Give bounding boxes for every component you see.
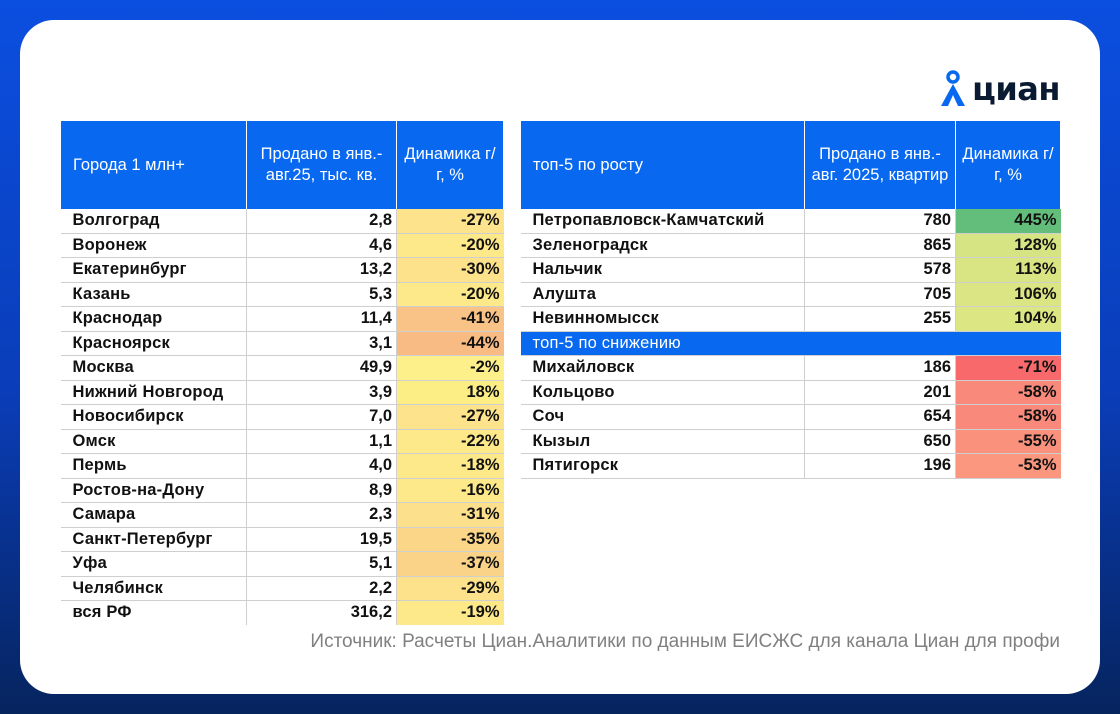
dynamics-value: 445% (956, 209, 1061, 233)
table-row (61, 233, 504, 258)
sold-value: 7,0 (247, 405, 397, 430)
dynamics-value: -37% (397, 552, 504, 577)
city-name: Кольцово (521, 380, 805, 405)
table-header-row (521, 121, 1061, 210)
table-row (61, 258, 504, 283)
header-top-growth: топ-5 по росту (521, 121, 805, 210)
city-name: Воронеж (61, 233, 247, 258)
source-note: Источник: Расчеты Циан.Аналитики по данным ЕИСЖС для канала Циан для профи (310, 631, 1060, 652)
table-row (521, 307, 1061, 332)
table-row (61, 503, 504, 528)
city-name: Соч (521, 405, 805, 430)
section-filler (956, 331, 1061, 356)
section-title-decline: топ-5 по снижению (521, 331, 805, 356)
header-cities: Города 1 млн+ (61, 121, 247, 210)
dynamics-value: -2% (397, 356, 504, 381)
city-name: Екатеринбург (61, 258, 247, 283)
dynamics-value: -16% (397, 478, 504, 503)
dynamics-value: -71% (956, 356, 1061, 381)
dynamics-value: -44% (397, 331, 504, 356)
sold-value: 4,6 (247, 233, 397, 258)
city-name: Омск (61, 429, 247, 454)
table-row (61, 552, 504, 577)
report-card (20, 20, 1100, 694)
city-name: Волгоград (61, 209, 247, 233)
sold-value: 3,9 (247, 380, 397, 405)
location-pin-icon (938, 70, 968, 108)
sold-value: 196 (805, 454, 956, 479)
city-name: Пятигорск (521, 454, 805, 479)
sold-value: 865 (805, 233, 956, 258)
sold-value: 2,2 (247, 576, 397, 601)
city-name: Зеленоградск (521, 233, 805, 258)
table-row (61, 576, 504, 601)
cities-table (60, 120, 504, 625)
table-row (61, 478, 504, 503)
city-name: Челябинск (61, 576, 247, 601)
dynamics-value: -18% (397, 454, 504, 479)
sold-value: 2,3 (247, 503, 397, 528)
sold-value: 186 (805, 356, 956, 381)
city-name: вся РФ (61, 601, 247, 625)
logo-text: циан (972, 70, 1060, 108)
city-name: Казань (61, 282, 247, 307)
table-row (61, 209, 504, 233)
cities-table-body (61, 209, 504, 625)
sold-value: 2,8 (247, 209, 397, 233)
sold-value: 4,0 (247, 454, 397, 479)
top5-table (520, 120, 1061, 479)
table-row (61, 356, 504, 381)
dynamics-value: -27% (397, 209, 504, 233)
table-row (521, 233, 1061, 258)
dynamics-value: -29% (397, 576, 504, 601)
dynamics-value: 104% (956, 307, 1061, 332)
sold-value: 780 (805, 209, 956, 233)
table-row (521, 429, 1061, 454)
city-name: Москва (61, 356, 247, 381)
dynamics-value: -19% (397, 601, 504, 625)
top5-table-body (521, 209, 1061, 478)
sold-value: 578 (805, 258, 956, 283)
header-sold: Продано в янв.-авг. 2025, квартир (805, 121, 956, 210)
city-name: Ростов-на-Дону (61, 478, 247, 503)
sold-value: 49,9 (247, 356, 397, 381)
city-name: Уфа (61, 552, 247, 577)
header-dynamics: Динамика г/г, % (956, 121, 1061, 210)
table-row (61, 380, 504, 405)
dynamics-value: -31% (397, 503, 504, 528)
table-row (521, 258, 1061, 283)
city-name: Краснодар (61, 307, 247, 332)
city-name: Алушта (521, 282, 805, 307)
sold-value: 255 (805, 307, 956, 332)
sold-value: 705 (805, 282, 956, 307)
city-name: Самара (61, 503, 247, 528)
section-filler (805, 331, 956, 356)
table-row (61, 405, 504, 430)
dynamics-value: -22% (397, 429, 504, 454)
dynamics-value: 113% (956, 258, 1061, 283)
dynamics-value: -53% (956, 454, 1061, 479)
city-name: Петропавловск-Камчатский (521, 209, 805, 233)
dynamics-value: -27% (397, 405, 504, 430)
table-row (61, 429, 504, 454)
city-name: Кызыл (521, 429, 805, 454)
dynamics-value: 106% (956, 282, 1061, 307)
table-header-row (61, 121, 504, 210)
city-name: Нижний Новгород (61, 380, 247, 405)
dynamics-value: -20% (397, 233, 504, 258)
dynamics-value: -35% (397, 527, 504, 552)
dynamics-value: -20% (397, 282, 504, 307)
city-name: Пермь (61, 454, 247, 479)
table-row (61, 601, 504, 625)
city-name: Новосибирск (61, 405, 247, 430)
table-row (521, 282, 1061, 307)
sold-value: 8,9 (247, 478, 397, 503)
table-row (521, 454, 1061, 479)
header-dynamics: Динамика г/г, % (397, 121, 504, 210)
sold-value: 5,1 (247, 552, 397, 577)
city-name: Санкт-Петербург (61, 527, 247, 552)
sold-value: 1,1 (247, 429, 397, 454)
sold-value: 13,2 (247, 258, 397, 283)
city-name: Красноярск (61, 331, 247, 356)
sold-value: 650 (805, 429, 956, 454)
sold-value: 5,3 (247, 282, 397, 307)
city-name: Невинномысск (521, 307, 805, 332)
dynamics-value: 128% (956, 233, 1061, 258)
dynamics-value: -30% (397, 258, 504, 283)
table-row (61, 331, 504, 356)
sold-value: 316,2 (247, 601, 397, 625)
city-name: Михайловск (521, 356, 805, 381)
table-row (61, 307, 504, 332)
table-row (521, 405, 1061, 430)
dynamics-value: 18% (397, 380, 504, 405)
dynamics-value: -58% (956, 380, 1061, 405)
sold-value: 19,5 (247, 527, 397, 552)
city-name: Нальчик (521, 258, 805, 283)
sold-value: 3,1 (247, 331, 397, 356)
table-row (521, 380, 1061, 405)
dynamics-value: -55% (956, 429, 1061, 454)
dynamics-value: -58% (956, 405, 1061, 430)
sold-value: 654 (805, 405, 956, 430)
section-header-row (521, 331, 1061, 356)
table-row (521, 356, 1061, 381)
sold-value: 11,4 (247, 307, 397, 332)
table-row (61, 282, 504, 307)
header-sold: Продано в янв.-авг.25, тыс. кв. (247, 121, 397, 210)
dynamics-value: -41% (397, 307, 504, 332)
table-row (61, 527, 504, 552)
table-row (61, 454, 504, 479)
cian-logo (938, 70, 1060, 108)
table-row (521, 209, 1061, 233)
sold-value: 201 (805, 380, 956, 405)
